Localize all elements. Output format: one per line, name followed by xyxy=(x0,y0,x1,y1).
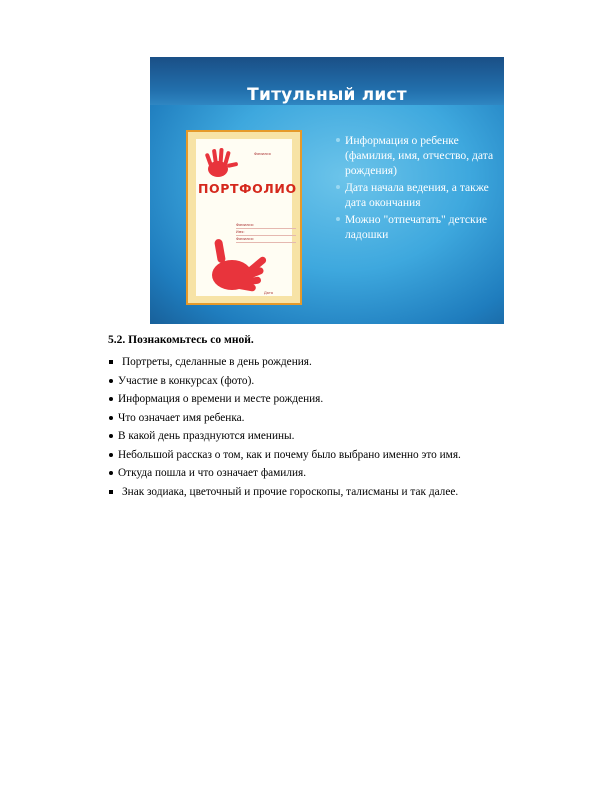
round-bullet-icon xyxy=(109,416,113,420)
bullet-dot-icon xyxy=(336,185,340,189)
list-item-text: Участие в конкурсах (фото). xyxy=(118,374,255,387)
list-item-text: Информация о времени и месте рождения. xyxy=(118,393,324,405)
list-item-text: Откуда пошла и что означает фамилия. xyxy=(118,467,307,479)
bullet-dot-icon xyxy=(336,138,340,142)
slide-bullet-text: Можно "отпечатать" детские ладошки xyxy=(345,213,488,241)
list-item xyxy=(108,409,461,428)
cover-line: Имя: xyxy=(236,230,296,236)
item-list xyxy=(108,353,461,501)
cover-line: Фамилия: xyxy=(236,223,296,229)
slide-bullet-item xyxy=(336,133,496,178)
slide-bullet-item xyxy=(336,212,496,242)
square-bullet-icon xyxy=(109,360,113,364)
slide-title: Титульный лист xyxy=(247,85,407,105)
slide-bullet-text: Дата начала ведения, а также дата окончания xyxy=(345,181,489,209)
list-item-text: Что означает имя ребенка. xyxy=(118,411,245,424)
list-item xyxy=(108,372,461,391)
round-bullet-icon xyxy=(109,397,113,401)
slide-bullet-list xyxy=(336,133,496,244)
list-item-text: Знак зодиака, цветочный и прочие гороскопы, талисманы и так далее. xyxy=(122,485,459,498)
list-item xyxy=(108,390,461,409)
list-item xyxy=(108,446,461,465)
small-handprint-icon xyxy=(200,147,240,181)
bullet-dot-icon xyxy=(336,217,340,221)
cover-page xyxy=(196,139,297,296)
round-bullet-icon xyxy=(109,471,113,475)
list-item xyxy=(108,464,461,483)
presentation-slide xyxy=(150,57,504,324)
slide-bullet-item xyxy=(336,180,496,210)
round-bullet-icon xyxy=(109,379,113,383)
portfolio-cover-image xyxy=(186,130,302,305)
cover-caption-bottom: Дата xyxy=(264,291,274,295)
list-item xyxy=(108,427,461,446)
list-item xyxy=(108,353,461,372)
cover-title: ПОРТФОЛИО xyxy=(198,181,297,196)
cover-caption-top: Фамилия xyxy=(254,152,271,156)
slide-bullet-text: Информация о ребенке (фамилия, имя, отчество, дата рождения) xyxy=(345,134,494,177)
list-item-text: Небольшой рассказ о том, как и почему было выбрано именно это имя. xyxy=(118,448,461,461)
round-bullet-icon xyxy=(109,434,113,438)
list-item-text: Портреты, сделанные в день рождения. xyxy=(122,356,312,368)
list-item xyxy=(108,483,461,502)
square-bullet-icon xyxy=(109,490,113,494)
round-bullet-icon xyxy=(109,453,113,457)
large-handprint-icon xyxy=(202,233,278,295)
list-item-text: В какой день празднуются именины. xyxy=(118,430,295,442)
cover-line: Фамилия: xyxy=(236,237,296,243)
section-heading: 5.2. Познакомьтесь со мной. xyxy=(108,334,254,346)
